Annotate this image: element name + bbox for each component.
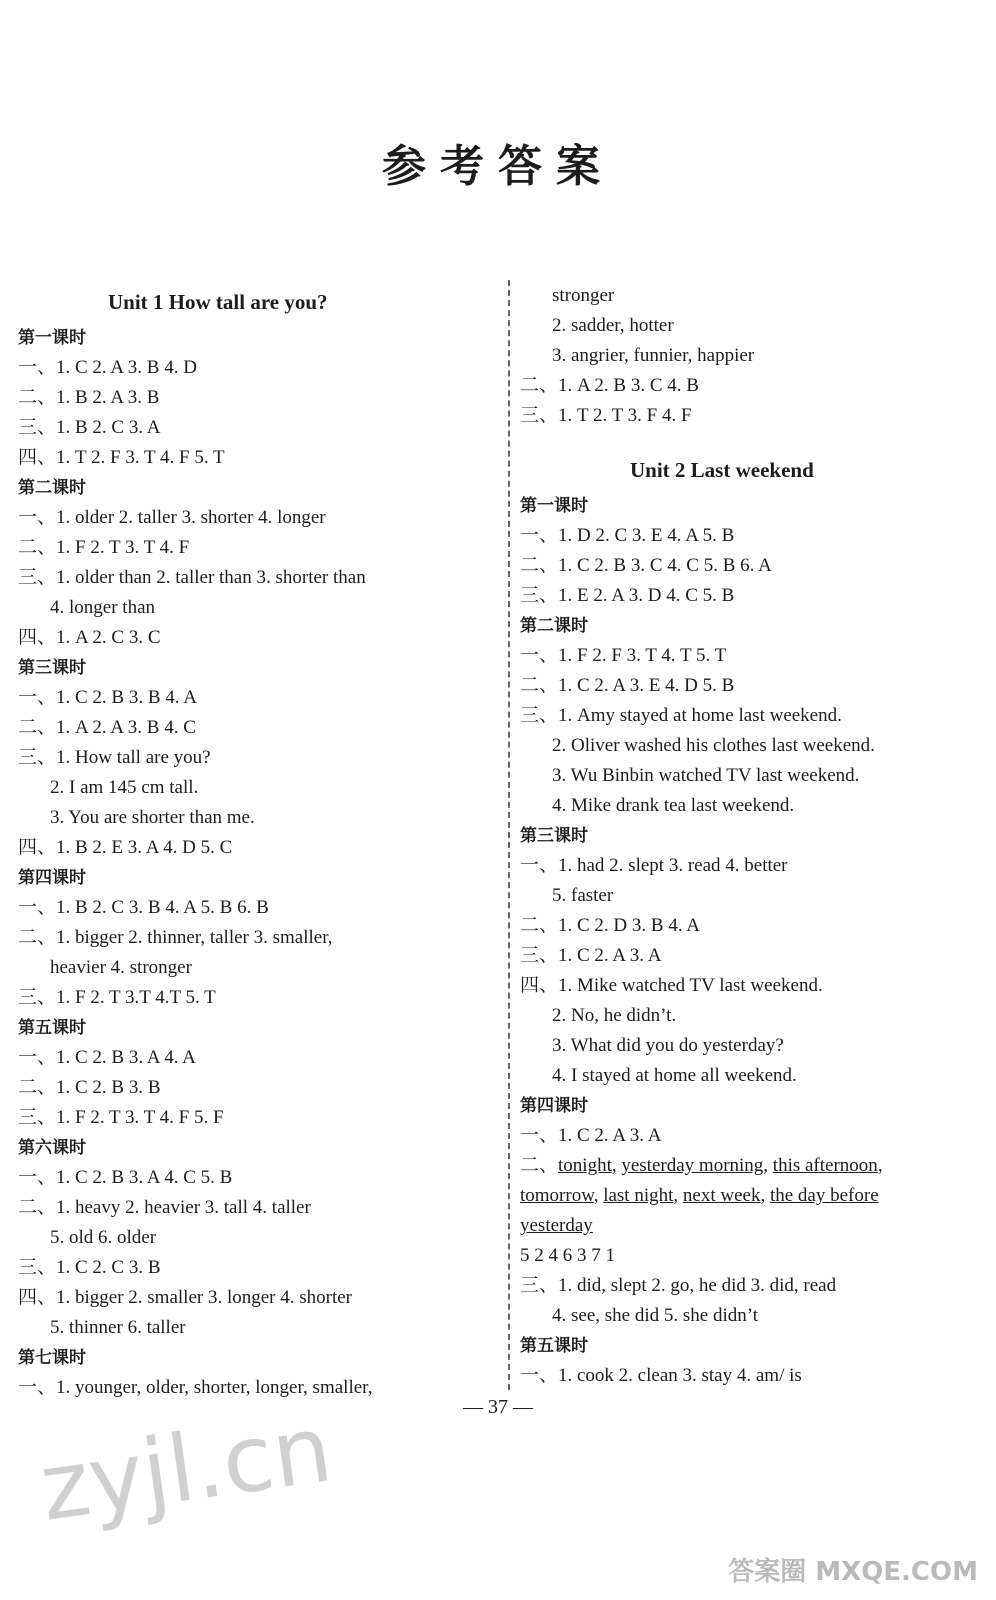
answer-line: 一、1. C 2. B 3. B 4. A	[18, 687, 197, 708]
answer-line: 一、1. younger, older, shorter, longer, smaller,	[18, 1377, 373, 1398]
answer-line: 二、1. C 2. A 3. E 4. D 5. B	[520, 675, 735, 696]
answer-line: 一、1. older 2. taller 3. shorter 4. longer	[18, 507, 326, 528]
answer-line: 三、1. E 2. A 3. D 4. C 5. B	[520, 585, 735, 606]
answer-line: 三、1. How tall are you?	[18, 747, 211, 768]
answer-line: 四、1. Mike watched TV last weekend.	[520, 975, 823, 996]
unit-2-title: Unit 2 Last weekend	[630, 458, 814, 482]
lesson-heading: 第三课时	[18, 658, 86, 678]
answer-line: 二、1. bigger 2. thinner, taller 3. smaller,	[18, 927, 333, 948]
phrase-prefix: 二、	[520, 1155, 559, 1176]
lesson-heading: 第七课时	[18, 1348, 86, 1368]
answer-line: 二、1. F 2. T 3. T 4. F	[18, 537, 190, 558]
watermark-logo: zyjl.cn	[33, 1395, 339, 1542]
answer-line: 三、1. F 2. T 3. T 4. F 5. F	[18, 1107, 224, 1128]
column-divider	[508, 280, 510, 1390]
answer-line: 5. thinner 6. taller	[50, 1317, 186, 1338]
answer-line: 5. faster	[552, 885, 614, 906]
answer-line: 一、1. C 2. B 3. A 4. A	[18, 1047, 196, 1068]
answer-line: 二、1. A 2. A 3. B 4. C	[18, 717, 196, 738]
right-column	[520, 281, 990, 1391]
answer-line: 四、1. A 2. C 3. C	[18, 627, 161, 648]
answer-line: 四、1. bigger 2. smaller 3. longer 4. shorter	[18, 1287, 353, 1308]
answer-line: 二、1. B 2. A 3. B	[18, 387, 160, 408]
phrase-line-3	[520, 1211, 990, 1241]
corner-watermark-logo: 答案圈 MXQE.COM	[728, 1557, 978, 1587]
answer-line: 二、1. heavy 2. heavier 3. tall 4. taller	[18, 1197, 311, 1218]
answer-line: 一、1. B 2. C 3. B 4. A 5. B 6. B	[18, 897, 269, 918]
answer-line: 4. I stayed at home all weekend.	[552, 1065, 797, 1086]
answer-line: 一、1. C 2. B 3. A 4. C 5. B	[18, 1167, 233, 1188]
phrase-last-night: last night	[603, 1185, 674, 1206]
answer-line: 4. see, she did 5. she didn’t	[552, 1305, 758, 1326]
phrase-line-1: 二、tonight, yesterday morning, this afternoon,	[520, 1155, 883, 1176]
lesson-heading: 第三课时	[520, 826, 588, 846]
phrase-next-week: next week	[682, 1185, 761, 1206]
answer-line: 一、1. had 2. slept 3. read 4. better	[520, 855, 788, 876]
lesson-heading: 第一课时	[18, 328, 86, 348]
phrase-tomorrow: tomorrow	[520, 1185, 594, 1206]
answer-line: 3. You are shorter than me.	[50, 807, 255, 828]
answer-line: 4. longer than	[50, 597, 156, 618]
phrase-line-2: tomorrow, last night, next week, the day before	[520, 1185, 879, 1206]
answer-line: 三、1. B 2. C 3. A	[18, 417, 161, 438]
answer-line: stronger	[552, 285, 615, 306]
answer-line: 3. Wu Binbin watched TV last weekend.	[552, 765, 860, 786]
answer-line: 四、1. T 2. F 3. T 4. F 5. T	[18, 447, 225, 468]
answer-line: 三、1. Amy stayed at home last weekend.	[520, 705, 842, 726]
lesson-heading: 第二课时	[520, 616, 588, 636]
answer-line: 3. What did you do yesterday?	[552, 1035, 784, 1056]
lesson-heading: 第四课时	[520, 1096, 588, 1116]
lesson-heading: 第六课时	[18, 1138, 86, 1158]
phrase-this-afternoon: this afternoon	[772, 1155, 878, 1176]
answer-line: heavier 4. stronger	[50, 957, 192, 978]
answer-line: 三、1. older than 2. taller than 3. shorter than	[18, 567, 366, 588]
lesson-heading: 第一课时	[520, 496, 588, 516]
answer-line: 三、1. T 2. T 3. F 4. F	[520, 405, 692, 426]
answer-line: 一、1. F 2. F 3. T 4. T 5. T	[520, 645, 727, 666]
page-number: — 37 —	[463, 1396, 533, 1418]
lesson-heading: 第五课时	[18, 1018, 86, 1038]
answer-line: 二、1. A 2. B 3. C 4. B	[520, 375, 699, 396]
order-numbers: 5 2 4 6 3 7 1	[520, 1245, 615, 1266]
answer-line: 2. sadder, hotter	[552, 315, 674, 336]
answer-line: 二、1. C 2. D 3. B 4. A	[520, 915, 700, 936]
phrase-yesterday-morning: yesterday morning	[621, 1155, 764, 1176]
answer-line: 三、1. C 2. C 3. B	[18, 1257, 161, 1278]
answer-line: 三、1. did, slept 2. go, he did 3. did, read	[520, 1275, 837, 1296]
lesson-heading: 第五课时	[520, 1336, 588, 1356]
phrase-yesterday: yesterday	[520, 1215, 593, 1236]
answer-line: 二、1. C 2. B 3. C 4. C 5. B 6. A	[520, 555, 772, 576]
answer-line: 三、1. F 2. T 3.T 4.T 5. T	[18, 987, 216, 1008]
answer-line: 2. Oliver washed his clothes last weekend.	[552, 735, 875, 756]
answer-line: 一、1. D 2. C 3. E 4. A 5. B	[520, 525, 735, 546]
answer-line: 二、1. C 2. B 3. B	[18, 1077, 161, 1098]
answer-line: 3. angrier, funnier, happier	[552, 345, 755, 366]
unit-1-title: Unit 1 How tall are you?	[108, 290, 328, 314]
answer-line: 一、1. C 2. A 3. B 4. D	[18, 357, 197, 378]
phrase-tonight: tonight	[558, 1155, 612, 1176]
answer-line: 2. I am 145 cm tall.	[50, 777, 199, 798]
lesson-heading: 第二课时	[18, 478, 86, 498]
answer-line: 4. Mike drank tea last weekend.	[552, 795, 795, 816]
answer-line: 四、1. B 2. E 3. A 4. D 5. C	[18, 837, 233, 858]
answer-line: 5. old 6. older	[50, 1227, 157, 1248]
left-column	[18, 281, 488, 1403]
answer-line: 一、1. cook 2. clean 3. stay 4. am/ is	[520, 1365, 802, 1386]
answer-line: 三、1. C 2. A 3. A	[520, 945, 662, 966]
answer-line: 2. No, he didn’t.	[552, 1005, 677, 1026]
page-title: 参考答案	[382, 141, 614, 192]
answer-line: 一、1. C 2. A 3. A	[520, 1125, 662, 1146]
phrase-the-day-before: the day before	[769, 1185, 879, 1206]
lesson-heading: 第四课时	[18, 868, 86, 888]
